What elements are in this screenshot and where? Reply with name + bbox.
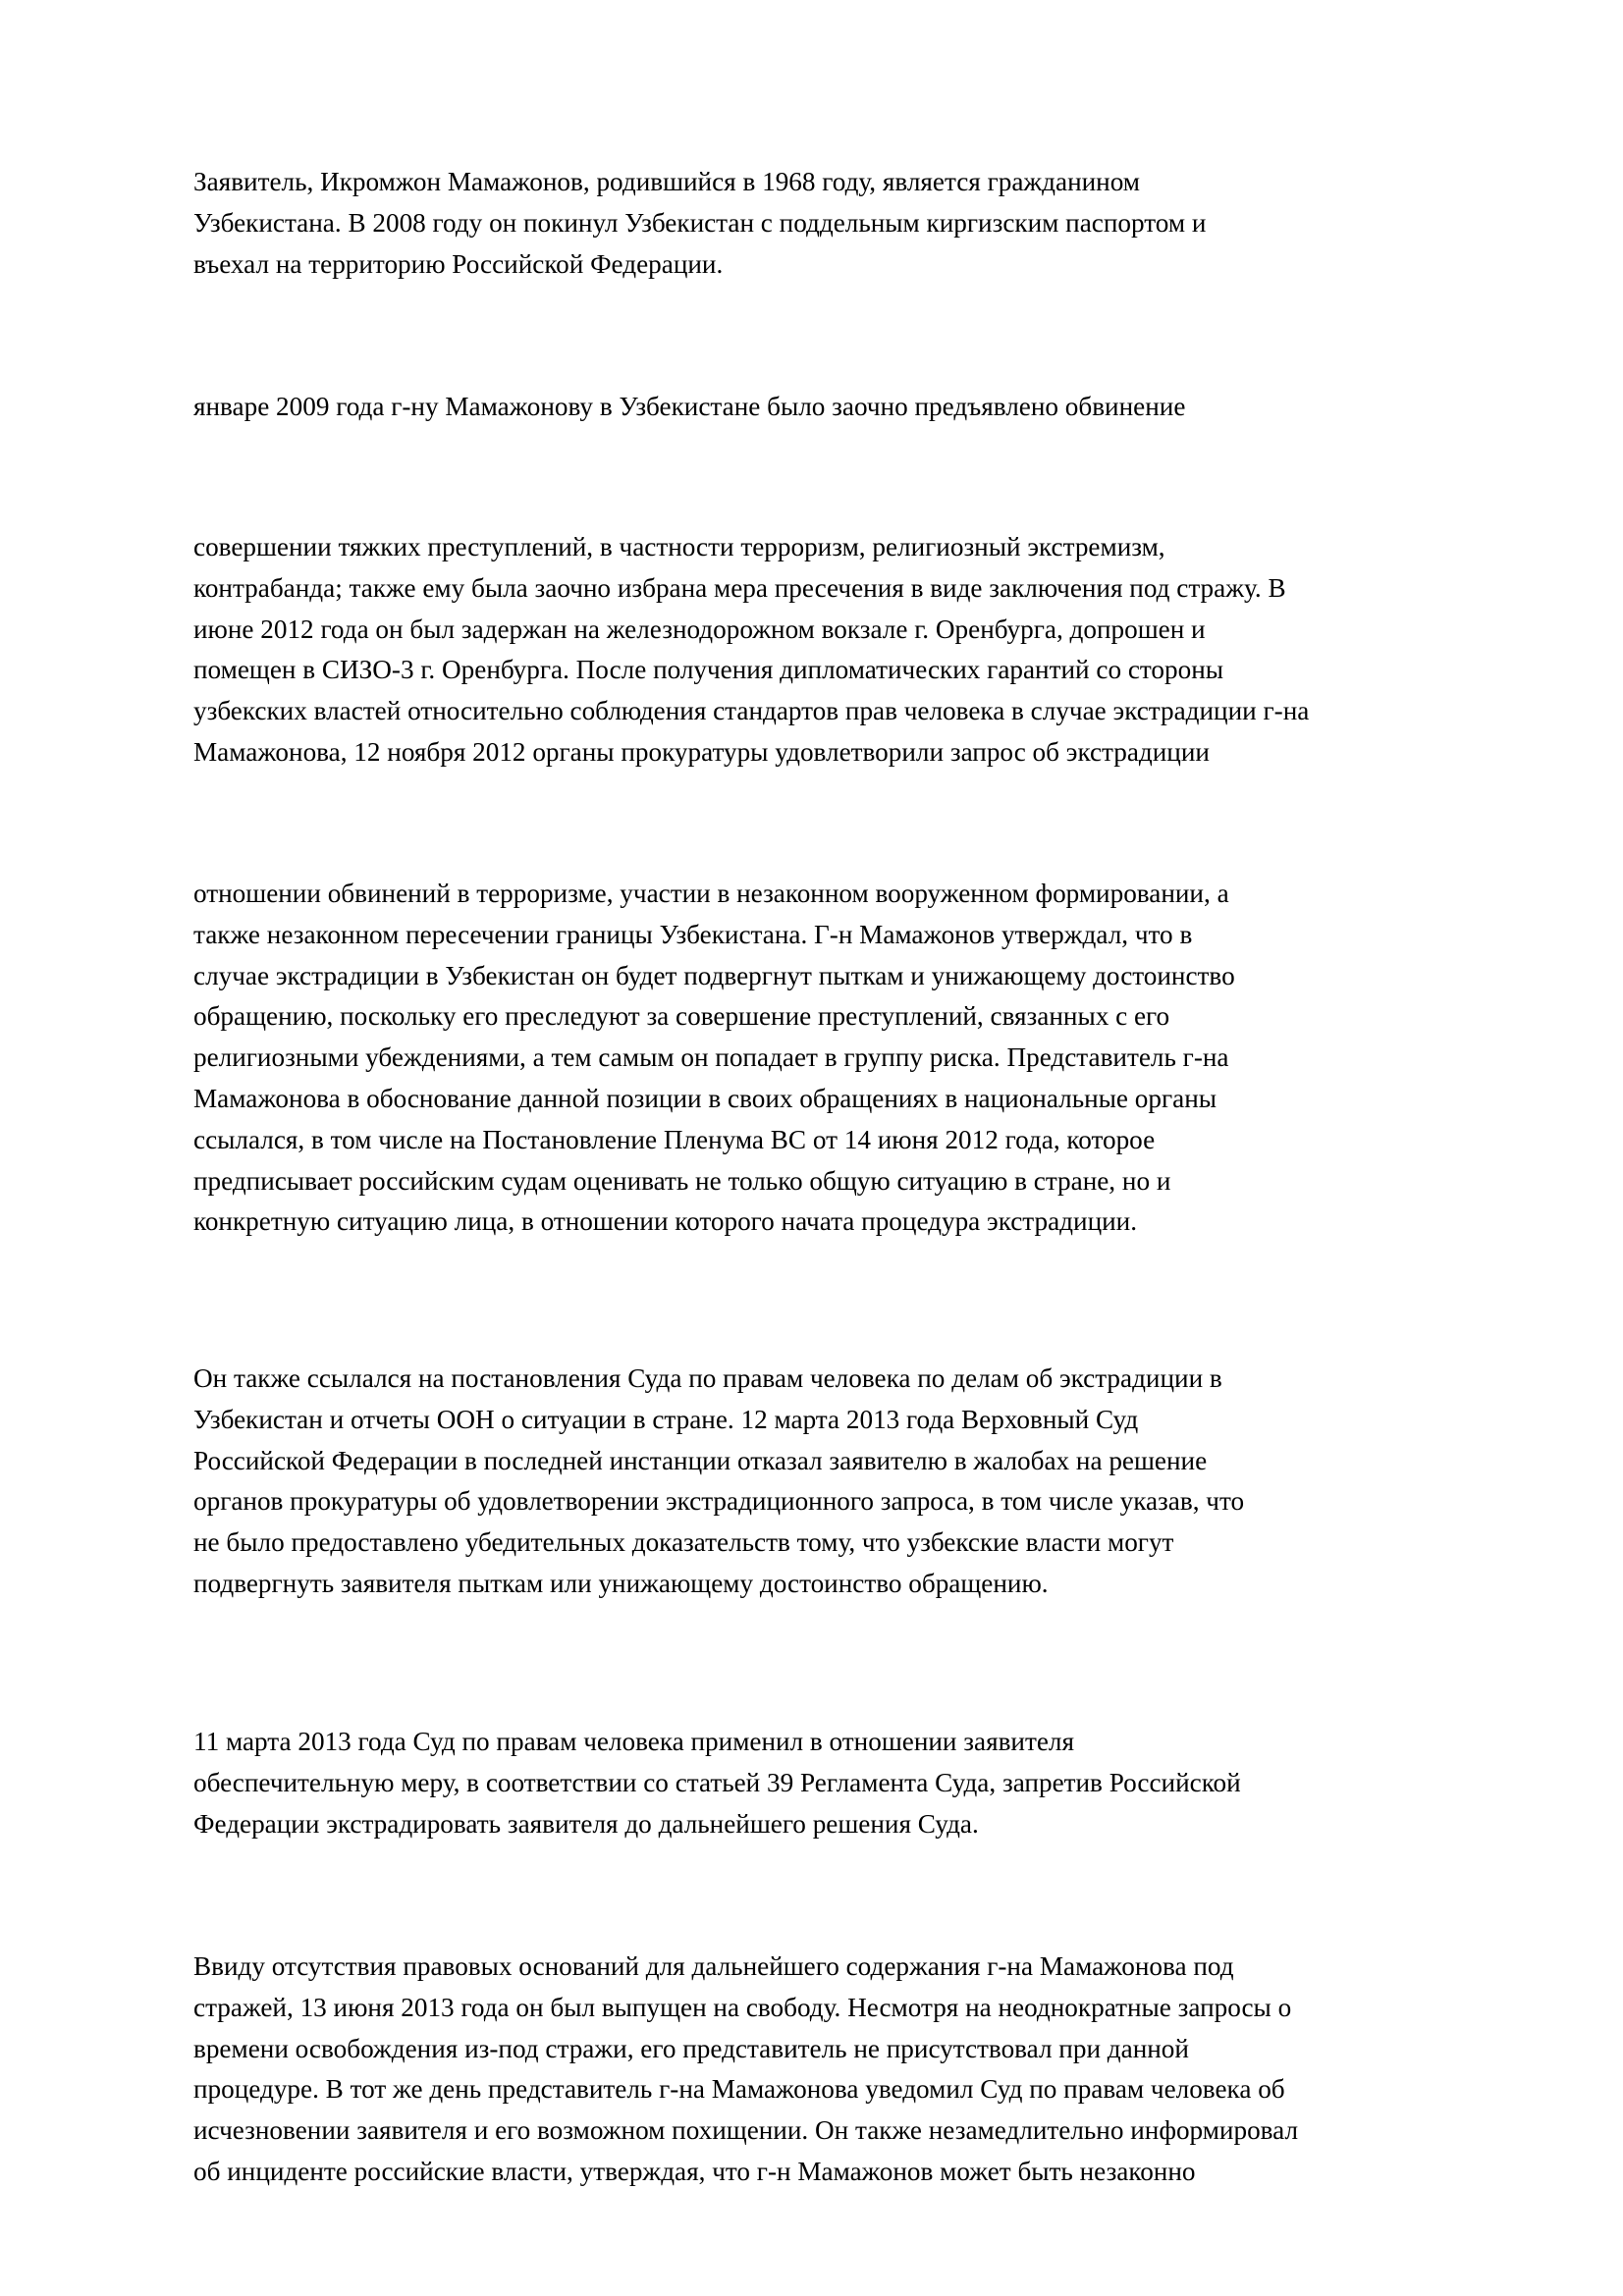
text-line: Мамажонова, 12 ноября 2012 органы прокуратуры удовлетворили запрос об экстрадиции [193,736,1210,767]
text-line: контрабанда; также ему была заочно избрана мера пресечения в виде заключения под стражу. В [193,572,1286,603]
text-line: Ввиду отсутствия правовых оснований для дальнейшего содержания г-на Мамажонова под [193,1951,1234,1981]
text-line: Узбекистан и отчеты ООН о ситуации в стране. 12 марта 2013 года Верховный Суд [193,1404,1139,1434]
paragraph-supreme-court [193,1359,1588,1605]
text-line: узбекских властей относительно соблюдения стандартов прав человека в случае экстрадиции г-на [193,696,1310,726]
text-line: январе 2009 года г-ну Мамажонову в Узбекистане было заочно предъявлено обвинение [193,392,1186,421]
text-line: июне 2012 года он был задержан на железнодорожном вокзале г. Оренбурга, допрошен и [193,614,1206,644]
text-line: предписывает российским судам оценивать не только общую ситуацию в стране, но и [193,1165,1171,1196]
text-line: также незаконном пересечении границы Узбекистана. Г-н Мамажонов утверждал, что в [193,919,1193,949]
text-line: 11 марта 2013 года Суд по правам человека применил в отношении заявителя [193,1727,1074,1756]
text-line: времени освобождения из-под стражи, его представитель не присутствовал при данной [193,2033,1189,2063]
paragraph-applicant-background [193,162,1588,285]
paragraph-charges-intro [193,387,1588,428]
text-line: не было предоставлено убедительных доказательств тому, что узбекские власти могут [193,1527,1174,1558]
text-line: Заявитель, Икромжон Мамажонов, родившийся в 1968 году, является гражданином [193,167,1140,196]
text-line: подвергнуть заявителя пыткам или унижающему достоинство обращению. [193,1568,1049,1598]
paragraph-interim-measure [193,1722,1588,1844]
text-line: Федерации экстрадировать заявителя до дальнейшего решения Суда. [193,1808,979,1839]
text-line: Мамажонова в обоснование данной позиции в своих обращениях в национальные органы [193,1083,1217,1113]
text-line: стражей, 13 июня 2013 года он был выпущен на свободу. Несмотря на неоднократные запросы о [193,1992,1292,2022]
text-line: об инциденте российские власти, утверждая, что г-н Мамажонов может быть незаконно [193,2156,1196,2186]
paragraph-detention [193,527,1588,774]
text-line: случае экстрадиции в Узбекистан он будет подвергнут пыткам и унижающему достоинство [193,960,1235,990]
text-line: конкретную ситуацию лица, в отношении которого начата процедура экстрадиции. [193,1206,1138,1237]
paragraph-applicant-claims [193,874,1588,1243]
text-line: обеспечительную меру, в соответствии со статьей 39 Регламента Суда, запретив Российской [193,1767,1241,1797]
text-line: Он также ссылался на постановления Суда по правам человека по делам об экстрадиции в [193,1363,1222,1393]
text-line: обращению, поскольку его преследуют за совершение преступлений, связанных с его [193,1001,1170,1032]
text-line: религиозными убеждениями, а тем самым он попадает в группу риска. Представитель г-на [193,1042,1229,1073]
paragraph-release-disappearance [193,1947,1588,2193]
text-line: Узбекистана. В 2008 году он покинул Узбекистан с поддельным киргизским паспортом и [193,207,1207,238]
text-line: процедуре. В тот же день представитель г-на Мамажонова уведомил Суд по правам человека об [193,2074,1285,2105]
text-line: помещен в СИЗО-3 г. Оренбурга. После получения дипломатических гарантий со стороны [193,655,1224,685]
text-line: органов прокуратуры об удовлетворении экстрадиционного запроса, в том числе указав, что [193,1486,1245,1517]
text-line: ссылался, в том числе на Постановление Пленума ВС от 14 июня 2012 года, которое [193,1124,1156,1154]
text-line: въехал на территорию Российской Федерации. [193,248,724,279]
text-line: отношении обвинений в терроризме, участии в незаконном вооруженном формировании, а [193,879,1229,908]
text-line: Российской Федерации в последней инстанции отказал заявителю в жалобах на решение [193,1445,1208,1475]
text-line: совершении тяжких преступлений, в частности терроризм, религиозный экстремизм, [193,532,1165,561]
text-line: исчезновении заявителя и его возможном похищении. Он также незамедлительно информировал [193,2115,1299,2146]
